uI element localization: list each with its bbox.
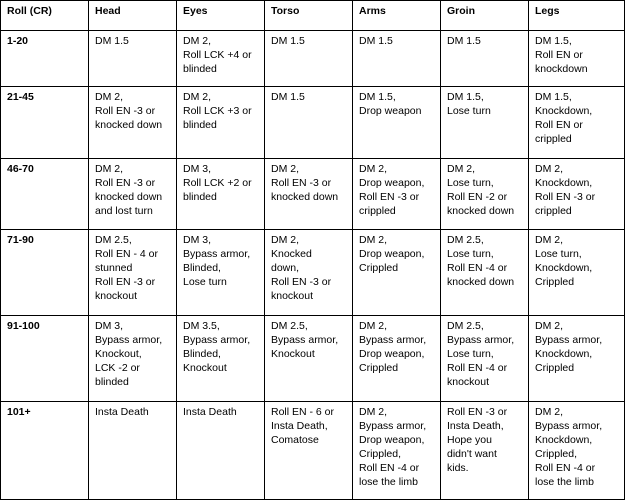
header-torso: Torso — [265, 1, 353, 31]
arms-effect-cell: DM 1.5, Drop weapon — [353, 87, 441, 159]
eyes-effect-cell: DM 3, Bypass armor, Blinded, Lose turn — [177, 230, 265, 316]
header-head: Head — [89, 1, 177, 31]
roll-range-cell: 71-90 — [1, 230, 89, 316]
table-row — [1, 230, 625, 316]
head-effect-cell: DM 2.5, Roll EN - 4 or stunned Roll EN -3 or knockout — [89, 230, 177, 316]
groin-effect-cell: Roll EN -3 or Insta Death, Hope you didn't want kids. — [441, 402, 529, 500]
table-row — [1, 87, 625, 159]
eyes-effect-cell: DM 3.5, Bypass armor, Blinded, Knockout — [177, 316, 265, 402]
legs-effect-cell: DM 2, Lose turn, Knockdown, Crippled — [529, 230, 625, 316]
head-effect-cell: DM 2, Roll EN -3 or knocked down and lost turn — [89, 159, 177, 230]
eyes-effect-cell: DM 2, Roll LCK +3 or blinded — [177, 87, 265, 159]
header-eyes: Eyes — [177, 1, 265, 31]
legs-effect-cell: DM 1.5, Knockdown, Roll EN or crippled — [529, 87, 625, 159]
legs-effect-cell: DM 2, Bypass armor, Knockdown, Crippled — [529, 316, 625, 402]
table-row — [1, 402, 625, 500]
header-legs: Legs — [529, 1, 625, 31]
groin-effect-cell: DM 1.5 — [441, 31, 529, 87]
torso-effect-cell: Roll EN - 6 or Insta Death, Comatose — [265, 402, 353, 500]
head-effect-cell: DM 2, Roll EN -3 or knocked down — [89, 87, 177, 159]
groin-effect-cell: DM 2.5, Bypass armor, Lose turn, Roll EN -4 or knockout — [441, 316, 529, 402]
eyes-effect-cell: DM 3, Roll LCK +2 or blinded — [177, 159, 265, 230]
torso-effect-cell: DM 2.5, Bypass armor, Knockout — [265, 316, 353, 402]
head-effect-cell: Insta Death — [89, 402, 177, 500]
roll-range-cell: 101+ — [1, 402, 89, 500]
table-row — [1, 31, 625, 87]
arms-effect-cell: DM 2, Bypass armor, Drop weapon, Crippled — [353, 316, 441, 402]
arms-effect-cell: DM 2, Drop weapon, Crippled — [353, 230, 441, 316]
torso-effect-cell: DM 1.5 — [265, 87, 353, 159]
torso-effect-cell: DM 2, Roll EN -3 or knocked down — [265, 159, 353, 230]
roll-range-cell: 91-100 — [1, 316, 89, 402]
eyes-effect-cell: DM 2, Roll LCK +4 or blinded — [177, 31, 265, 87]
legs-effect-cell: DM 2, Bypass armor, Knockdown, Crippled, Roll EN -4 or lose the limb — [529, 402, 625, 500]
arms-effect-cell: DM 1.5 — [353, 31, 441, 87]
torso-effect-cell: DM 1.5 — [265, 31, 353, 87]
legs-effect-cell: DM 1.5, Roll EN or knockdown — [529, 31, 625, 87]
head-effect-cell: DM 3, Bypass armor, Knockout, LCK -2 or blinded — [89, 316, 177, 402]
groin-effect-cell: DM 2.5, Lose turn, Roll EN -4 or knocked down — [441, 230, 529, 316]
header-groin: Groin — [441, 1, 529, 31]
table-row — [1, 316, 625, 402]
head-effect-cell: DM 1.5 — [89, 31, 177, 87]
groin-effect-cell: DM 1.5, Lose turn — [441, 87, 529, 159]
roll-range-cell: 21-45 — [1, 87, 89, 159]
header-row — [1, 1, 625, 31]
arms-effect-cell: DM 2, Bypass armor, Drop weapon, Crippled, Roll EN -4 or lose the limb — [353, 402, 441, 500]
eyes-effect-cell: Insta Death — [177, 402, 265, 500]
roll-range-cell: 46-70 — [1, 159, 89, 230]
roll-range-cell: 1-20 — [1, 31, 89, 87]
legs-effect-cell: DM 2, Knockdown, Roll EN -3 or crippled — [529, 159, 625, 230]
torso-effect-cell: DM 2, Knocked down, Roll EN -3 or knockout — [265, 230, 353, 316]
arms-effect-cell: DM 2, Drop weapon, Roll EN -3 or crippled — [353, 159, 441, 230]
groin-effect-cell: DM 2, Lose turn, Roll EN -2 or knocked down — [441, 159, 529, 230]
header-arms: Arms — [353, 1, 441, 31]
header-roll: Roll (CR) — [1, 1, 89, 31]
table-row — [1, 159, 625, 230]
